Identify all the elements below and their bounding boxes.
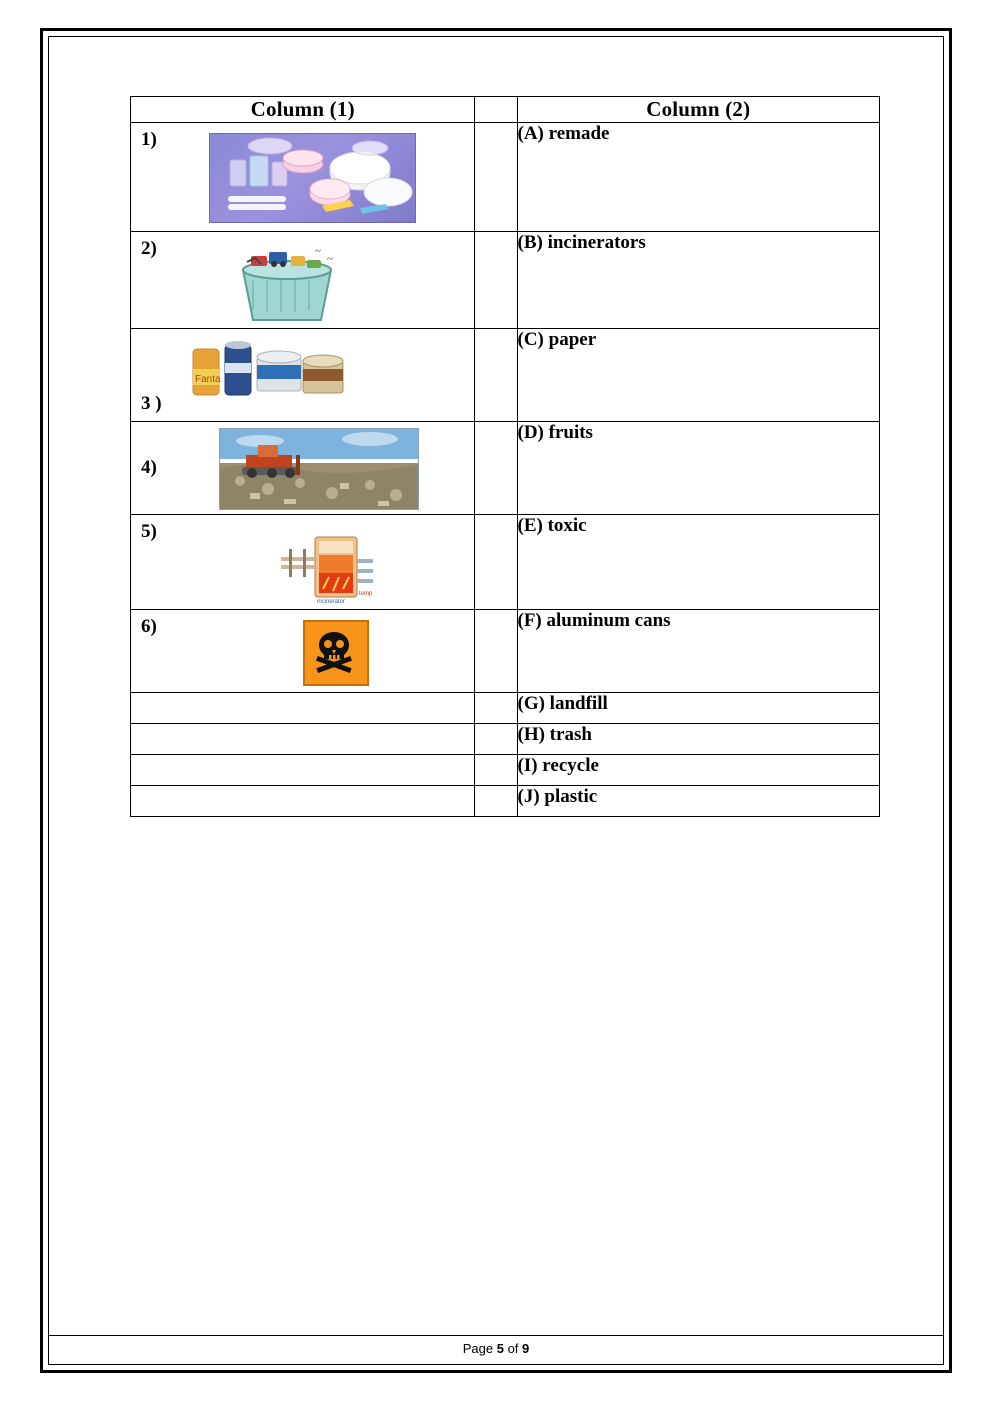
table-row	[131, 515, 880, 610]
column1-cell-4	[131, 422, 475, 515]
column2-option-j: (J) plastic	[517, 786, 880, 817]
footer-prefix: Page	[462, 1341, 497, 1356]
document-page	[40, 28, 952, 1373]
column2-option-b: (B) incinerators	[517, 232, 880, 329]
column2-option-h: (H) trash	[517, 724, 880, 755]
footer-total-pages: 9	[522, 1341, 530, 1356]
aluminum-cans-image	[179, 335, 359, 405]
column1-empty-cell	[131, 786, 475, 817]
table-row	[131, 422, 880, 515]
svg-text:~: ~	[315, 245, 321, 257]
footer-current-page: 5	[496, 1341, 504, 1356]
toxic-hazard-skull-symbol-image	[303, 620, 369, 686]
table-row	[131, 724, 880, 755]
answer-blank-empty	[475, 786, 517, 817]
svg-text:temp: temp	[359, 591, 373, 597]
column1-empty-cell	[131, 693, 475, 724]
column2-option-f: (F) aluminum cans	[517, 610, 880, 693]
table-header-row	[131, 97, 880, 123]
answer-blank-empty	[475, 724, 517, 755]
column1-cell-2	[131, 232, 475, 329]
answer-blank-6[interactable]	[475, 610, 517, 693]
table-row	[131, 329, 880, 422]
answer-column-header	[475, 97, 517, 123]
svg-text:Fanta: Fanta	[195, 374, 221, 385]
page-footer	[43, 1341, 949, 1356]
footer-middle: of	[503, 1341, 523, 1356]
footer-divider	[48, 1335, 944, 1336]
column1-cell-3	[131, 329, 475, 422]
matching-exercise	[130, 96, 880, 817]
table-row	[131, 693, 880, 724]
answer-blank-5[interactable]	[475, 515, 517, 610]
item-number-6: 6)	[141, 616, 157, 637]
table-row	[131, 610, 880, 693]
column2-option-i: (I) recycle	[517, 755, 880, 786]
answer-blank-empty	[475, 755, 517, 786]
item-number-1: 1)	[141, 129, 157, 150]
incinerator-furnace-diagram-image	[271, 529, 391, 607]
svg-text:~: ~	[327, 253, 333, 265]
landfill-bulldozer-image	[219, 428, 419, 510]
answer-blank-3[interactable]	[475, 329, 517, 422]
table-row	[131, 232, 880, 329]
table-row	[131, 123, 880, 232]
column2-option-e: (E) toxic	[517, 515, 880, 610]
item-number-2: 2)	[141, 238, 157, 259]
item-number-4: 4)	[141, 457, 157, 478]
column-2-header: Column (2)	[517, 97, 880, 123]
column2-option-a: (A) remade	[517, 123, 880, 232]
assorted-plastic-containers-image	[209, 133, 416, 223]
column1-cell-1	[131, 123, 475, 232]
item-number-5: 5)	[141, 521, 157, 542]
answer-blank-2[interactable]	[475, 232, 517, 329]
column2-option-c: (C) paper	[517, 329, 880, 422]
column2-option-d: (D) fruits	[517, 422, 880, 515]
trash-bin-with-waste-image	[219, 236, 354, 324]
column1-cell-5	[131, 515, 475, 610]
table-row	[131, 755, 880, 786]
column1-cell-6	[131, 610, 475, 693]
column2-option-g: (G) landfill	[517, 693, 880, 724]
item-number-3: 3 )	[141, 393, 162, 414]
column-1-header: Column (1)	[131, 97, 475, 123]
column1-empty-cell	[131, 724, 475, 755]
answer-blank-1[interactable]	[475, 123, 517, 232]
matching-table	[130, 96, 880, 817]
table-row	[131, 786, 880, 817]
svg-text:incinerator: incinerator	[317, 599, 346, 605]
answer-blank-4[interactable]	[475, 422, 517, 515]
column1-empty-cell	[131, 755, 475, 786]
answer-blank-empty	[475, 693, 517, 724]
